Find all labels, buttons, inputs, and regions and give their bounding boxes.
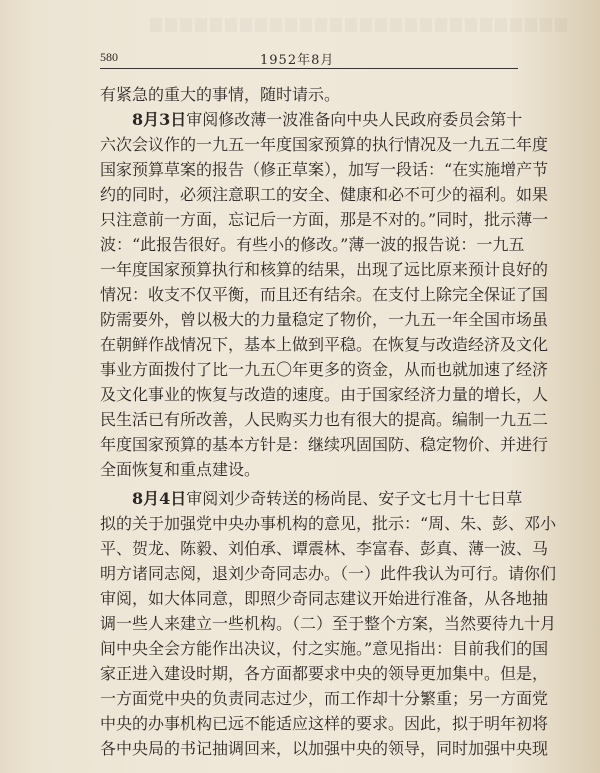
text-line: 有紧急的重大的事情，随时请示。 bbox=[100, 85, 341, 104]
text-line: 年度国家预算的基本方针是：继续巩固国防、稳定物价、并进行 bbox=[100, 435, 549, 454]
body-text bbox=[100, 82, 557, 761]
page-header bbox=[100, 48, 518, 69]
text-line: 拟的关于加强党中央办事机构的意见，批示：“周、朱、彭、邓小 bbox=[100, 514, 557, 533]
text-line: 约的同时，必须注意职工的安全、健康和必不可少的福利。如果 bbox=[100, 185, 549, 204]
text-line: 平、贺龙、陈毅、刘伯承、谭震林、李富春、彭真、薄一波、马 bbox=[100, 539, 549, 558]
entry-first-line bbox=[100, 107, 523, 132]
text-line: 调一些人来建立一些机构。（二）至于整个方案，当然要待九十月 bbox=[100, 614, 557, 633]
text-line: 波：“此报告很好。有些小的修改。”薄一波的报告说：一九五 bbox=[100, 235, 525, 254]
entry-date: 8月4日 bbox=[132, 489, 187, 508]
text-line: 间中央全会方能作出决议，付之实施。”意见指出：目前我们的国 bbox=[100, 639, 549, 658]
text-line: 各中央局的书记抽调回来，以加强中央的领导，同时加强中央现 bbox=[100, 739, 549, 758]
text-line: 一年度国家预算执行和核算的结果，出现了远比原来预计良好的 bbox=[100, 260, 549, 279]
page-number: 580 bbox=[100, 50, 118, 64]
text-line: 及文化事业的恢复与改造的速度。由于国家经济力量的增长，人 bbox=[100, 385, 549, 404]
text-line: 情况：收支不仅平衡，而且还有结余。在支付上除完全保证了国 bbox=[100, 285, 549, 304]
text-line: 一方面党中央的负责同志过少，而工作却十分繁重；另一方面党 bbox=[100, 689, 549, 708]
entry-first-line bbox=[100, 486, 523, 511]
text-line: 中央的办事机构已远不能适应这样的要求。因此，拟于明年初将 bbox=[100, 714, 549, 733]
running-head: 1952年8月 bbox=[260, 53, 335, 68]
text-line: 审阅刘少奇转送的杨尚昆、安子文七月十七日草 bbox=[186, 489, 523, 508]
text-line: 只注意前一方面，忘记后一方面，那是不对的。”同时，批示薄一 bbox=[100, 210, 549, 229]
bleed-through-text bbox=[150, 18, 570, 32]
entry-date: 8月3日 bbox=[132, 110, 187, 129]
text-line: 明方诸同志阅，退刘少奇同志办。（一）此件我认为可行。请你们 bbox=[100, 564, 557, 583]
text-line: 事业方面拨付了比一九五〇年更多的资金，从而也就加速了经济 bbox=[100, 360, 549, 379]
text-line: 家正进入建设时期，各方面都要求中央的领导更加集中。但是， bbox=[100, 664, 549, 683]
text-line: 防需要外，曾以极大的力量稳定了物价，一九五一年全国市场虽 bbox=[100, 310, 549, 329]
text-line: 民生活已有所改善，人民购买力也有很大的提高。编制一九五二 bbox=[100, 410, 549, 429]
text-line: 审阅，如大体同意，即照少奇同志建议开始进行准备，从各地抽 bbox=[100, 589, 549, 608]
text-line: 审阅修改薄一波准备向中央人民政府委员会第十 bbox=[186, 110, 523, 129]
text-line: 全面恢复和重点建设。 bbox=[100, 460, 261, 479]
text-line: 国家预算草案的报告（修正草案），加写一段话：“在实施增产节 bbox=[100, 160, 549, 179]
text-line: 在朝鲜作战情况下，基本上做到平稳。在恢复与改造经济及文化 bbox=[100, 335, 549, 354]
text-line: 六次会议作的一九五一年度国家预算的执行情况及一九五二年度 bbox=[100, 135, 549, 154]
